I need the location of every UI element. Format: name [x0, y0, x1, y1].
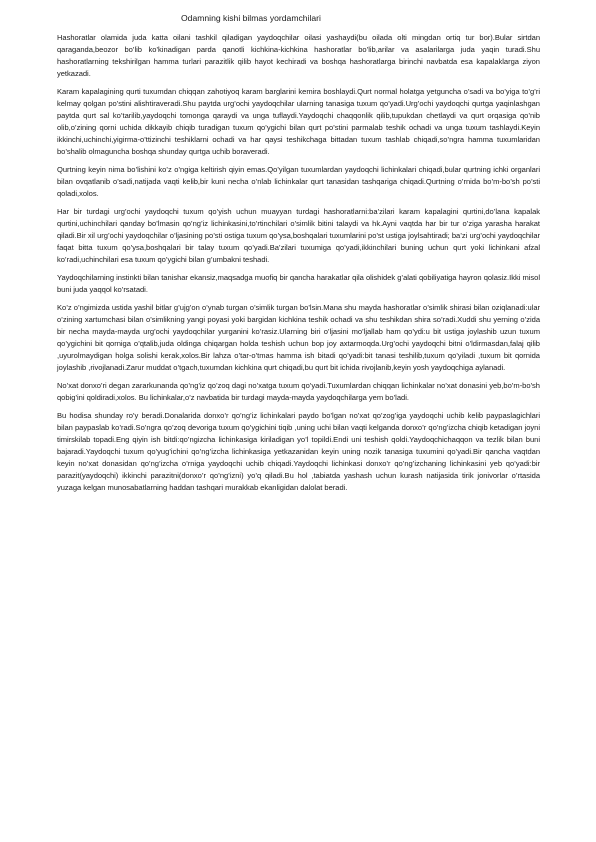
document-title: Odamning kishi bilmas yordamchilari: [181, 13, 321, 23]
paragraph-8: Bu hodisa shunday ro’y beradi.Donalarida donxo’r qo’ng’iz lichinkalari paydo bo’lgan no’xat qo’zog’iga yaydoqchi uchib kelib paypaslagichlari bilan paypaslab ko’radi.So’ngra qo’zoq devoriga tuxum qo’ygichini tiqib ,uning uchi bilan vaqti kelganda donxo’r qo’ng’izcha chiqib ketadigan joyni timirskilab topadi.Eng qiyin ish bitdi:qo’ngizcha lichinkasiga kiriladigan yo’l topildi.Endi uni teshish qoldi.Yaydoqchichaqqon va tezlik bilan buni bajaradi.Yaydoqchi tuxum qo’yug’ichini qo’ng’izcha lichinkasiga yetkazanidan keyin uning nozik tanasiga tuxumini qo’yadi.Bir qancha vaqtdan keyin no’xat donasidan qo’ng’izcha o’rniga yaydoqchi uchib chiqadi.Yaydoqchi lichinkasi donxo’r qo’ng’izchaning lichinkasini yeb qo’yadi:bir parazit(yaydoqchi) ikkinchi parazitni(donxo’r qo’ng’izni) yo’q qiladi.Bu hol ,tabiatda yashash uchun kurash natijasida tirik jonivorlar o’rtasida yuzaga kelgan munosabatlarning haddan tashqari murakkab ekanligidan dalolat beradi.: [57, 411, 540, 492]
paragraph-5: Yaydoqchilarning instinkti bilan tanishar ekansiz,maqsadga muofiq bir qancha harakatlar qila olishidek g’alati qobiliyatiga hayron qolasiz.Ikki misol buni juda yaqqol ko’rsatadi.: [57, 272, 540, 294]
paragraph-3: Qurtning keyin nima bo’lishini ko’z o’ngiga keltirish qiyin emas.Qo’yilgan tuxumlardan yaydoqchi lichinkalari chiqadi,bular qurtning ichki organlari bilan ovqatlanib o’sadi,natijada vaqti kelib,bir kuni necha o’nlab lichinkalar qurt tanasidan tashqariga chiqadi.Qurtning o’rnida bo’m-bo’sh po’sti qoladi,xolos.: [57, 164, 540, 198]
paragraph-4: Har bir turdagi urg’ochi yaydoqchi tuxum qo’yish uchun muayyan turdagi hashoratlarni:ba’zilari karam kapalagini qurtini,do’lana kapalak qurtini,uchinchilari qanday bo’lmasin qo’ng’iz lichinkasini,to’rtinchilari o’simlik bitini talaydi va hk.Ayni vaqtda har bir tur o’ziga yarasha harakat qiladi.Bir xil urg’ochi yaydoqchilar o’ljasining po’sti ostiga tuxum qo’ysa,boshqalari tuxumlarini po’st ustiga joylsahtiradi; ba’zi urg’ochi yaydoqchilar faqat bitta tuxum qo’ysa,boshqalari bir talay tuxum qo’yadi.Ba’zilari tuxumiga qo’yadi,ikkinchilari buning uchun qurt yoki lichinkani afzal ko’radi,uchinchilari esa tuxum qo’ygichi bilan g’umbakni teshadi.: [57, 206, 540, 264]
paragraph-7: No’xat donxo’ri degan zararkunanda qo’ng’iz qo’zoq dagi no’xatga tuxum qo’yadi.Tuxumlardan chiqqan lichinkalar no’xat donasini yeb,bo’m-bo’sh qobig’ini qoldiradi,xolos. Bu lichinkalar,o’z navbatida bir turdagi mayda-mayda yaydoqchilarga yem bo’ladi.: [57, 380, 540, 402]
paragraph-1: Hashoratlar olamida juda katta oilani tashkil qiladigan yaydoqchilar oilasi yashaydi(bu oilada olti mingdan ortiq tur bor).Bular sirtdan qaraganda,beozor bo’lib ko’kinadigan parda qanotli kichkina-kichkina hashoratlar bo’lib,arilar va asalarilarga juda yaqin turadi.Shu hashoratlarning tekshirilgan hamma turlari parazitlik qilib hayot kechiradi va boshqa hashoratlarga birinchi navbatda esa kapalaklarga ziyon yetkazadi.: [57, 33, 540, 78]
paragraph-6: Ko’z o’ngimizda ustida yashil bitlar g’ujg’on o’ynab turgan o’simlik turgan bo’lsin.Mana shu mayda hashoratlar o’simlik shirasi bilan oziqlanadi:ular o’zining xartumchasi bilan o’simlikning yangi poyasi yoki bargidan kichkina teshik ochadi va shu teshikdan shira so’radi.Xuddi shu yerning o’zida bir necha mayda-mayda urg’ochi yaydoqchilar yurganini ko’rasiz.Ularning biri o’ljasini mo’ljallab ham qo’ydi:u bit ustiga joylashib uzun tuxum qo’ygichini bit qorniga o’qtalib,juda oldinga chiqargan holda teshish uchun bop joy axtarmoqda.Urg’ochi yaydoqchi bitni o’ldirmasdan,falaj qilib ,uyurolmaydigan holga solishi kerak,xolos.Bir lahza o’tar-o’tmas hamma ish bitadi qo’yadi:bit tanasi teshilib,tuxum qo’yiladi ,tuxum bit qornida joylashib ,rivojlanadi.Zarur muddat o’tgach,tuxumdan kichkina qurt chiqadi,bu qurt bit ichida rivojlanib,keyin yosh yaydoqchiga aylanadi.: [57, 303, 540, 372]
paragraph-2: Karam kapalagining qurti tuxumdan chiqqan zahotiyoq karam barglarini kemira boshlaydi.Qurt normal holatga yetguncha o’sadi va bo’yiga to’g’ri kelmay qolgan po’stini alishtiraveradi.Shu paytda urg’ochi yaydoqchilar ularning tanasiga tuxum qo’yadi.Urg’ochi yaydoqchi qurtga yaqinlashgan paytda qurt sal ko’tarilib,yaydoqchi tomonga qaraydi va unga tuflaydi.Yaydoqchi chaqqonlik qilib,tupukdan chetlaydi va qurt orqasiga qo’nib olib,o’zining qorni uchida dikkayib chiqib turadigan tuxum qo’ygichi bilan qurt po’stini parmalab teshik ochadi va unga tuxum tashlaydi.Keyin ikkinchi,uchinchi,yigirma-o’ttizinchi teshiklarni ochadi va har qaysi teshikchaga bittadan tuxum tashlab chiqadi,so’ngra hamma tuxumlaridan bo’shalib olmaguncha boshqa shunday qurtga uchib boraveradi.: [57, 87, 540, 156]
